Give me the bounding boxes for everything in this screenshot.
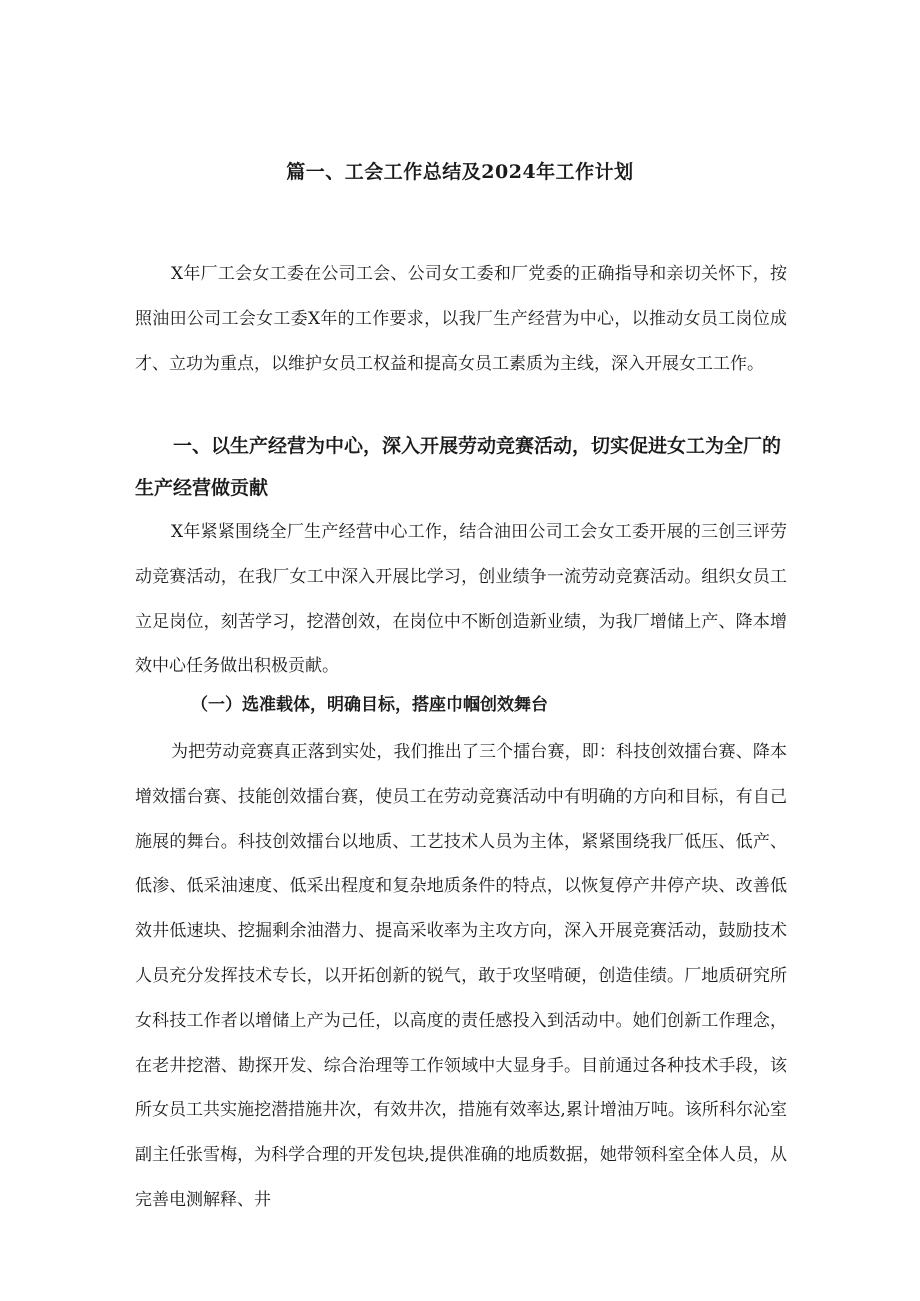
subsection1-paragraph: 为把劳动竞赛真正落到实处，我们推出了三个擂台赛，即：科技创效擂台赛、降本增效擂台赛、技能创效擂台赛，使员工在劳动竞赛活动中有明确的方向和目标，有自己施展的舞台。科技创效擂台以地质、工艺技术人员为主体，紧紧围绕我厂低压、低产、低渗、低采油速度、低采出程度和复杂地质条件的特点，以恢复停产井停产块、改善低效井低速块、挖掘剩余油潜力、提高采收率为主攻方向，深入开展竞赛活动，鼓励技术人员充分发挥技术专长，以开拓创新的锐气，敢于攻坚啃硬，创造佳绩。厂地质研究所女科技工作者以增储上产为己任，以高度的责任感投入到活动中。她们创新工作理念，在老井挖潜、勘探开发、综合治理等工作领域中大显身手。目前通过各种技术手段，该所女员工共实施挖潜措施井次，有效井次，措施有效率达,累计增油万吨。该所科尔沁室副主任张雪梅，为科学合理的开发包块,提供准确的地质数据，她带领科室全体人员，从完善电测解释、井 (135, 742, 787, 1210)
section1-paragraph: X年紧紧围绕全厂生产经营中心工作，结合油田公司工会女工委开展的三创三评劳动竞赛活动，在我厂女工中深入开展比学习，创业绩争一流劳动竞赛活动。组织女员工立足岗位，刻苦学习，挖潜创效，在岗位中不断创造新业绩，为我厂增储上产、降本增效中心任务做出积极贡献。 (135, 522, 787, 677)
intro-paragraph: X年厂工会女工委在公司工会、公司女工委和厂党委的正确指导和亲切关怀下，按照油田公司工会女工委X年的工作要求，以我厂生产经营为中心，以推动女员工岗位成才、立功为重点，以维护女员工权益和提高女员工素质为主线，深入开展女工工作。 (135, 264, 787, 374)
section-heading-1: 一、以生产经营为中心，深入开展劳动竞赛活动，切实促进女工为全厂的生产经营做贡献 (135, 435, 782, 499)
document-title: 篇一、工会工作总结及2024年工作计划 (286, 161, 634, 183)
subsection-heading-1: （一）选准载体，明确目标，搭座巾帼创效舞台 (191, 695, 548, 715)
